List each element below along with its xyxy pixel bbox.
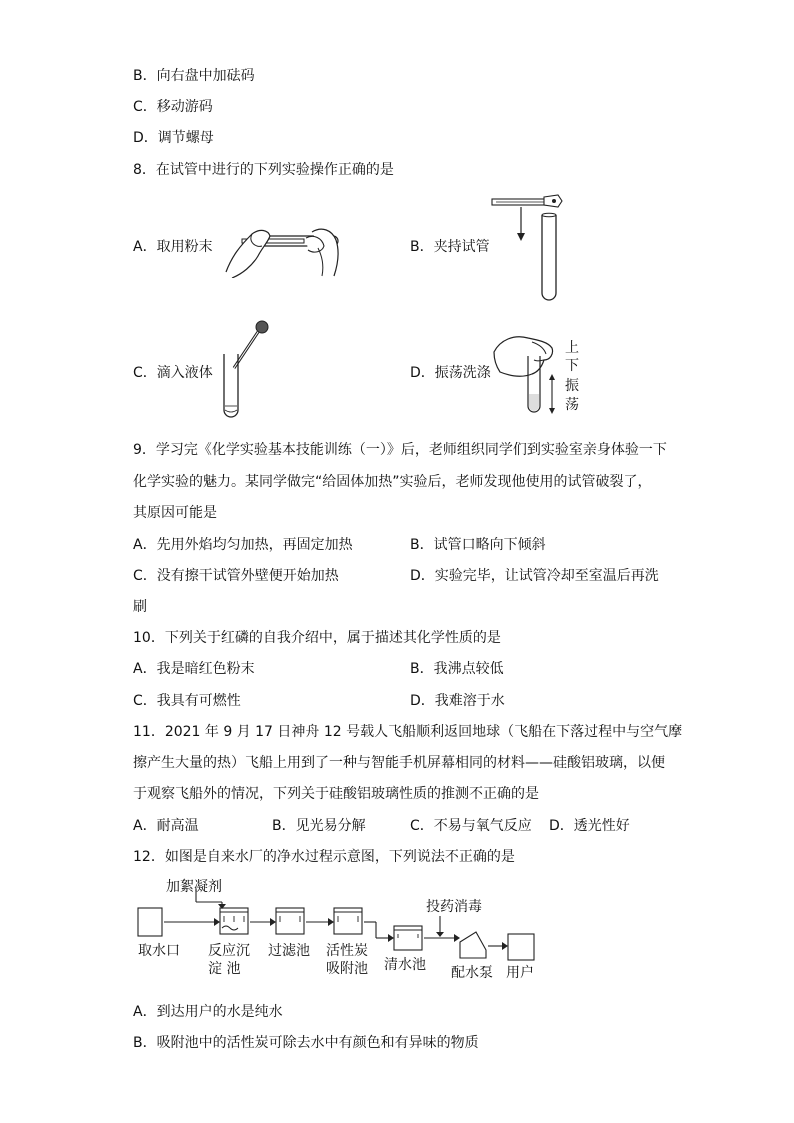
q11-stem-line-2: 擦产生大量的热）飞船上用到了一种与智能手机屏幕相同的材料——硅酸铝玻璃，以便 (133, 755, 665, 771)
q11-stem-line-1: 11．2021 年 9 月 17 日神舟 12 号载人飞船顺利返回地球（飞船在下落过程中与空气摩 (133, 724, 683, 740)
q10-option-c: C．我具有可燃性 (133, 693, 241, 709)
powder-transfer-illustration (222, 212, 346, 278)
q8-option-b: B．夹持试管 (410, 239, 490, 255)
q8-option-d: D．振荡洗涤 (410, 365, 491, 381)
shake-label-3: 振 (565, 378, 579, 394)
q9-stem-line-1: 9．学习完《化学实验基本技能训练（一）》后，老师组织同学们到实验室亲身体验一下 (133, 442, 667, 458)
diagram-label-clear: 清水池 (384, 957, 426, 973)
shake-label-2: 下 (565, 358, 579, 374)
q9-option-d-continued: 刷 (133, 599, 147, 615)
q12-stem: 12．如图是自来水厂的净水过程示意图，下列说法不正确的是 (133, 849, 515, 865)
q11-stem-line-3: 于观察飞船外的情况，下列关于硅酸铝玻璃性质的推测不正确的是 (133, 786, 539, 802)
q10-option-a: A．我是暗红色粉末 (133, 661, 255, 677)
q9-option-c: C．没有擦干试管外壁便开始加热 (133, 568, 339, 584)
q11-option-b: B．见光易分解 (272, 818, 366, 834)
q7-option-d: D．调节螺母 (133, 130, 214, 146)
diagram-label-filter: 过滤池 (268, 943, 310, 959)
test-tube-holder-illustration (488, 193, 568, 305)
shake-label-1: 上 (565, 340, 579, 356)
diagram-label-pump: 配水泵 (451, 965, 493, 981)
q9-stem-line-2: 化学实验的魅力。某同学做完“给固体加热”实验后，老师发现他使用的试管破裂了， (133, 474, 652, 490)
diagram-label-coagulant: 加絮凝剂 (166, 879, 222, 895)
diagram-label-intake: 取水口 (138, 943, 180, 959)
q10-stem: 10．下列关于红磷的自我介绍中，属于描述其化学性质的是 (133, 630, 501, 646)
q7-option-b: B．向右盘中加砝码 (133, 68, 255, 84)
diagram-label-carbon-1: 活性炭 (326, 943, 368, 959)
shaking-tube-illustration (492, 330, 562, 416)
q12-option-a: A．到达用户的水是纯水 (133, 1004, 283, 1020)
diagram-label-disinfectant: 投药消毒 (426, 899, 482, 915)
q9-option-d: D．实验完毕，让试管冷却至室温后再洗 (410, 568, 659, 584)
diagram-label-reaction-1: 反应沉 (208, 943, 250, 959)
diagram-label-user: 用户 (506, 965, 534, 981)
dropper-into-tube-illustration (218, 318, 274, 422)
q12-option-b: B．吸附池中的活性炭可除去水中有颜色和有异味的物质 (133, 1035, 479, 1051)
q8-option-c: C．滴入液体 (133, 365, 213, 381)
q10-option-b: B．我沸点较低 (410, 661, 504, 677)
q9-option-b: B．试管口略向下倾斜 (410, 537, 546, 553)
q11-option-a: A．耐高温 (133, 818, 199, 834)
q7-option-c: C．移动游码 (133, 99, 213, 115)
q10-option-d: D．我难溶于水 (410, 693, 505, 709)
shake-label-4: 荡 (565, 397, 579, 413)
diagram-label-carbon-2: 吸附池 (326, 961, 368, 977)
q11-option-d: D．透光性好 (549, 818, 630, 834)
q9-option-a: A．先用外焰均匀加热，再固定加热 (133, 537, 353, 553)
q8-option-a: A．取用粉末 (133, 239, 213, 255)
q11-option-c: C．不易与氧气反应 (410, 818, 532, 834)
q8-stem: 8．在试管中进行的下列实验操作正确的是 (133, 162, 394, 178)
q9-stem-line-3: 其原因可能是 (133, 505, 217, 521)
diagram-label-reaction-2: 淀 池 (208, 961, 241, 977)
